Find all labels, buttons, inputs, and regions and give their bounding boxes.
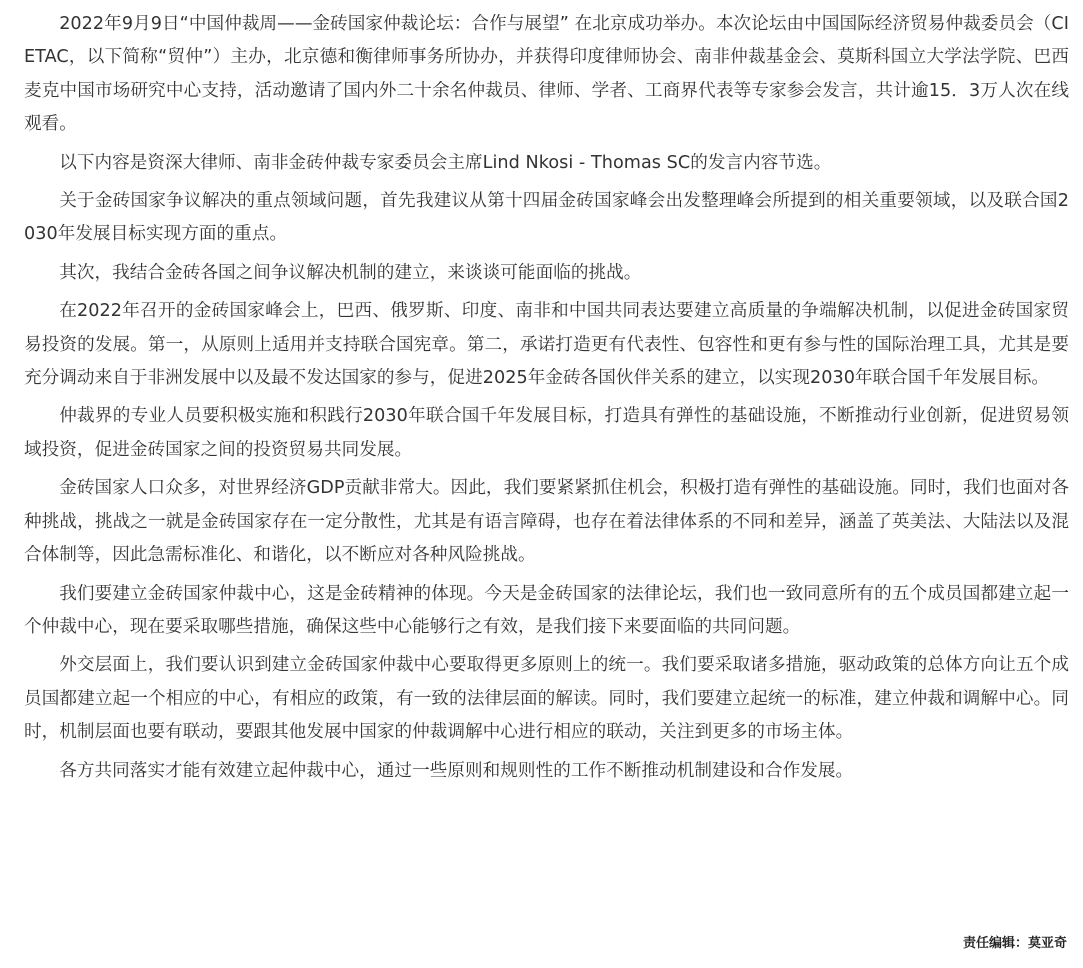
- paragraph: 外交层面上，我们要认识到建立金砖国家仲裁中心要取得更多原则上的统一。我们要采取诸多措施，驱动政策的总体方向让五个成员国都建立起一个相应的中心，有相应的政策，有一致的法律层面的解读。同时，我们要建立起统一的标准，建立仲裁和调解中心。同时，机制层面也要有联动，要跟其他发展中国家的仲裁调解中心进行相应的联动，关注到更多的市场主体。: [24, 655, 1069, 743]
- responsible-editor: 责任编辑：莫亚奇: [962, 936, 1067, 951]
- paragraph: 在2022年召开的金砖国家峰会上，巴西、俄罗斯、印度、南非和中国共同表达要建立高质量的争端解决机制，以促进金砖国家贸易投资的发展。第一，从原则上适用并支持联合国宪章。第二，承诺打造更有代表性、包容性和更有参与性的国际治理工具，尤其是要充分调动来自于非洲发展中以及最不发达国家的参与，促进2025年金砖各国伙伴关系的建立，以实现2030年联合国千年发展目标。: [24, 301, 1069, 389]
- paragraph: 以下内容是资深大律师、南非金砖仲裁专家委员会主席Lind Nkosi - Thomas SC的发言内容节选。: [59, 152, 832, 173]
- paragraph: 各方共同落实才能有效建立起仲裁中心，通过一些原则和规则性的工作不断推动机制建设和合作发展。: [59, 760, 854, 781]
- paragraph: 金砖国家人口众多，对世界经济GDP贡献非常大。因此，我们要紧紧抓住机会，积极打造有弹性的基础设施。同时，我们也面对各种挑战，挑战之一就是金砖国家存在一定分散性，尤其是有语言障碍，也存在着法律体系的不同和差异，涵盖了英美法、大陆法以及混合体制等，因此急需标准化、和谐化，以不断应对各种风险挑战。: [24, 478, 1069, 566]
- paragraph: 我们要建立金砖国家仲裁中心，这是金砖精神的体现。今天是金砖国家的法律论坛，我们也一致同意所有的五个成员国都建立起一个仲裁中心，现在要采取哪些措施，确保这些中心能够行之有效，是我们接下来要面临的共同问题。: [24, 583, 1069, 637]
- paragraph: 关于金砖国家争议解决的重点领域问题，首先我建议从第十四届金砖国家峰会出发整理峰会所提到的相关重要领域，以及联合国2030年发展目标实现方面的重点。: [24, 191, 1069, 245]
- paragraph: 2022年9月9日“中国仲裁周——金砖国家仲裁论坛：合作与展望” 在北京成功举办。本次论坛由中国国际经济贸易仲裁委员会（CIETAC，以下简称“贸仲”）主办，北京德和衡律师事务所协办，并获得印度律师协会、南非仲裁基金会、莫斯科国立大学法学院、巴西麦克中国市场研究中心支持，活动邀请了国内外二十余名仲裁员、律师、学者、工商界代表等专家参会发言，共计逾15．3万人次在线观看。: [24, 14, 1069, 135]
- paragraph: 仲裁界的专业人员要积极实施和积践行2030年联合国千年发展目标，打造具有弹性的基础设施，不断推动行业创新，促进贸易领域投资，促进金砖国家之间的投资贸易共同发展。: [24, 406, 1069, 460]
- paragraph: 其次，我结合金砖各国之间争议解决机制的建立，来谈谈可能面临的挑战。: [59, 262, 642, 283]
- article-body: [24, 8, 1069, 793]
